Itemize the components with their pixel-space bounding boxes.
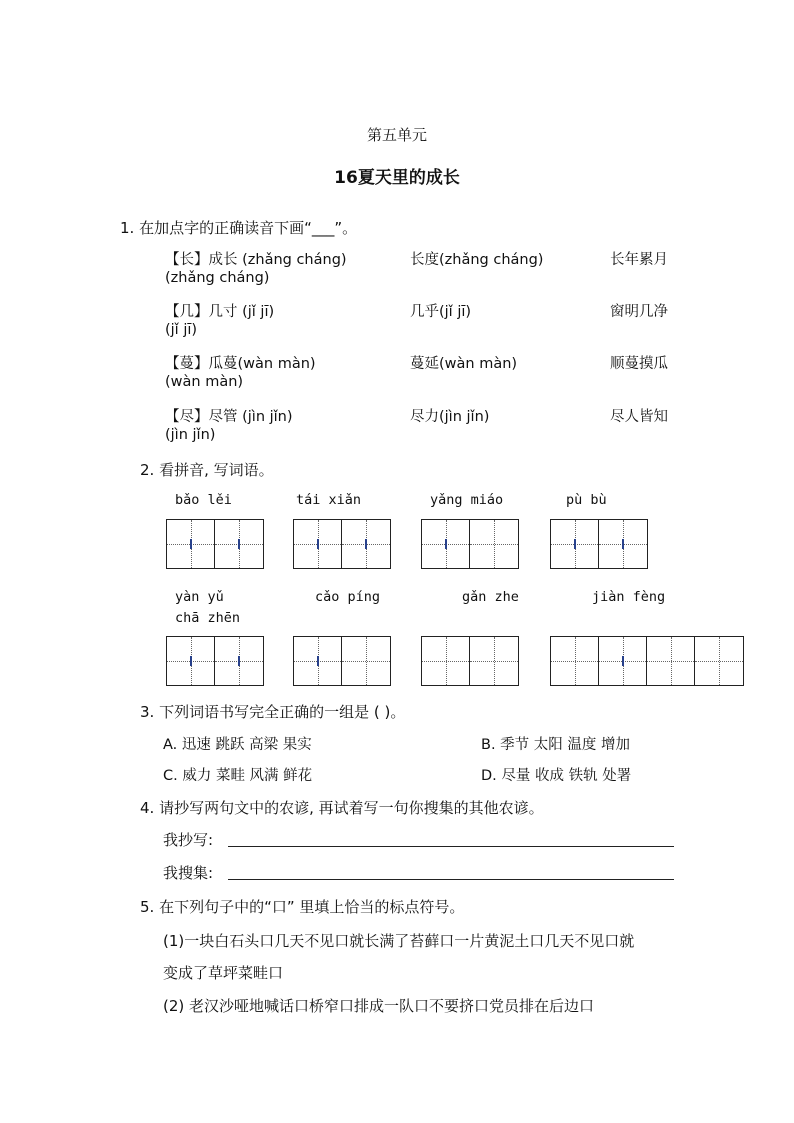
pinyin-bao-lei: bǎo lěi — [175, 492, 232, 508]
unit-heading: 第五单元 — [366, 126, 427, 144]
q5-sentence-1b: 变成了草坪菜畦口 — [163, 964, 284, 982]
question-3-prompt: 3. 下列词语书写完全正确的一组是 ( )。 — [140, 703, 406, 721]
q1-row3-a: 【蔓】瓜蔓(wàn màn) — [165, 356, 316, 372]
q3-option-d[interactable]: D. 尽量 收成 铁轨 处署 — [481, 768, 632, 784]
pinyin-cao-ping: cǎo píng — [315, 589, 381, 605]
writing-cell[interactable] — [215, 637, 263, 685]
writing-grid-4[interactable] — [550, 519, 648, 569]
q1-row3-b: 蔓延(wàn màn) — [410, 356, 518, 372]
writing-cell[interactable] — [599, 637, 647, 685]
writing-cell[interactable] — [215, 520, 263, 568]
writing-grid-7[interactable] — [421, 636, 519, 686]
writing-grid-3[interactable] — [421, 519, 519, 569]
pinyin-yan-yu: yàn yǔ — [175, 589, 224, 605]
writing-grid-1[interactable] — [166, 519, 264, 569]
copy-label: 我抄写: — [163, 831, 214, 849]
writing-cell[interactable] — [470, 520, 518, 568]
q1-row2-d: (jǐ jī) — [165, 322, 198, 338]
q1-row3-c: 顺蔓摸瓜 — [610, 356, 668, 372]
question-2-prompt: 2. 看拼音, 写词语。 — [140, 461, 274, 479]
writing-grid-2[interactable] — [293, 519, 391, 569]
q1-row4-b: 尽力(jìn jǐn) — [410, 409, 490, 425]
pinyin-yang-miao: yǎng miáo — [430, 492, 504, 508]
pinyin-gan-zhe: gǎn zhe — [462, 589, 519, 605]
q1-row2-c: 窗明几净 — [610, 304, 668, 320]
writing-cell[interactable] — [647, 637, 695, 685]
collect-label: 我搜集: — [163, 864, 214, 882]
q1-row1-b: 长度(zhǎng cháng) — [410, 252, 544, 268]
writing-grid-6[interactable] — [293, 636, 391, 686]
q1-row2-b: 几乎(jǐ jī) — [410, 304, 472, 320]
pinyin-jian-feng: jiàn fèng — [592, 589, 666, 605]
q1-row1-d: (zhǎng cháng) — [165, 270, 270, 286]
pinyin-tai-xian: tái xiǎn — [296, 492, 362, 508]
writing-grid-8[interactable] — [550, 636, 744, 686]
q3-option-b[interactable]: B. 季节 太阳 温度 增加 — [481, 737, 630, 753]
question-5-prompt: 5. 在下列句子中的“口” 里填上恰当的标点符号。 — [140, 898, 465, 916]
collect-answer-line[interactable] — [228, 879, 674, 880]
q1-row4-a: 【尽】尽管 (jìn jǐn) — [165, 409, 293, 425]
writing-grid-5[interactable] — [166, 636, 264, 686]
writing-cell[interactable] — [551, 637, 599, 685]
writing-cell[interactable] — [167, 520, 215, 568]
writing-cell[interactable] — [422, 637, 470, 685]
writing-cell[interactable] — [342, 637, 390, 685]
q1-row1-c: 长年累月 — [610, 252, 668, 268]
pinyin-cha-zhen: chā zhēn — [175, 610, 241, 626]
pinyin-pu-bu: pù bù — [566, 492, 607, 508]
writing-cell[interactable] — [470, 637, 518, 685]
writing-cell[interactable] — [167, 637, 215, 685]
q3-option-a[interactable]: A. 迅速 跳跃 高梁 果实 — [163, 737, 312, 753]
q1-row3-d: (wàn màn) — [165, 374, 244, 390]
copy-answer-line[interactable] — [228, 846, 674, 847]
q1-row2-a: 【几】几寸 (jǐ jī) — [165, 304, 275, 320]
writing-cell[interactable] — [422, 520, 470, 568]
lesson-title: 16夏天里的成长 — [334, 168, 460, 188]
q1-row4-d: (jìn jǐn) — [165, 427, 216, 443]
q5-sentence-1a: (1)一块白石头口几天不见口就长满了苔藓口一片黄泥土口几天不见口就 — [163, 932, 635, 950]
question-4-prompt: 4. 请抄写两句文中的农谚, 再试着写一句你搜集的其他农谚。 — [140, 799, 544, 817]
writing-cell[interactable] — [551, 520, 599, 568]
writing-cell[interactable] — [294, 637, 342, 685]
writing-cell[interactable] — [695, 637, 743, 685]
writing-cell[interactable] — [294, 520, 342, 568]
q5-sentence-2: (2) 老汉沙哑地喊话口桥窄口排成一队口不要挤口党员排在后边口 — [163, 997, 595, 1015]
q3-option-c[interactable]: C. 威力 菜畦 风满 鲜花 — [163, 768, 313, 784]
question-1-prompt: 1. 在加点字的正确读音下画“___”。 — [120, 219, 358, 237]
q1-row4-c: 尽人皆知 — [610, 409, 668, 425]
q1-row1-a: 【长】成长 (zhǎng cháng) — [165, 252, 347, 268]
writing-cell[interactable] — [342, 520, 390, 568]
writing-cell[interactable] — [599, 520, 647, 568]
